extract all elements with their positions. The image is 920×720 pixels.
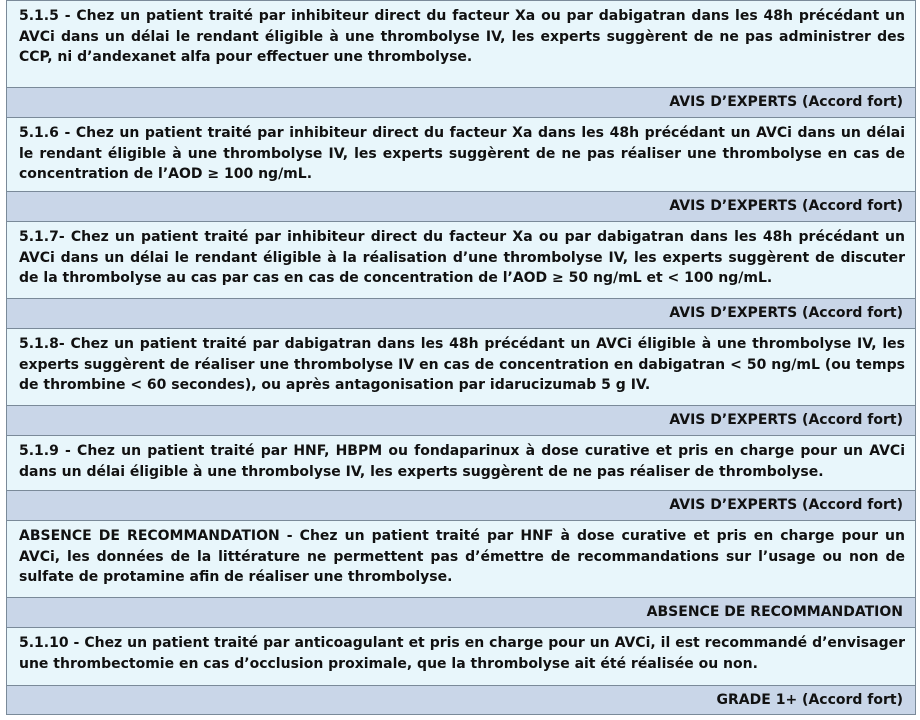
verdict-5-1-8: AVIS D’EXPERTS (Accord fort) — [7, 405, 915, 435]
recommendation-5-1-8: 5.1.8- Chez un patient traité par dabigatran dans les 48h précédant un AVCi éligible à une thrombolyse IV, les experts suggèrent de réaliser une thrombolyse IV en cas de concentration en dabigatran < 50 ng/mL (ou temps de thrombine < 60 secondes), ou après antagonisation par idarucizumab 5 g IV. — [7, 328, 915, 405]
verdict-5-1-9: AVIS D’EXPERTS (Accord fort) — [7, 490, 915, 520]
verdict-5-1-5: AVIS D’EXPERTS (Accord fort) — [7, 87, 915, 117]
recommendations-table — [6, 0, 916, 715]
absence-recommendation-text: ABSENCE DE RECOMMANDATION - Chez un patient traité par HNF à dose curative et pris en charge pour un AVCi, les données de la littérature ne permettent pas d’émettre de recommandations sur l’usage ou non de sulfate de protamine afin de réaliser une thrombolyse. — [7, 520, 915, 597]
verdict-absence: ABSENCE DE RECOMMANDATION — [7, 597, 915, 627]
recommendation-5-1-9: 5.1.9 - Chez un patient traité par HNF, HBPM ou fondaparinux à dose curative et pris en charge pour un AVCi dans un délai éligible à une thrombolyse IV, les experts suggèrent de ne pas réaliser de thrombolyse. — [7, 435, 915, 490]
recommendation-5-1-7: 5.1.7- Chez un patient traité par inhibiteur direct du facteur Xa ou par dabigatran dans les 48h précédant un AVCi dans un délai le rendant éligible à la réalisation d’une thrombolyse IV, les experts suggèrent de discuter de la thrombolyse au cas par cas en cas de concentration de l’AOD ≥ 50 ng/mL et < 100 ng/mL. — [7, 221, 915, 298]
verdict-5-1-10: GRADE 1+ (Accord fort) — [7, 685, 915, 715]
verdict-5-1-7: AVIS D’EXPERTS (Accord fort) — [7, 298, 915, 328]
verdict-5-1-6: AVIS D’EXPERTS (Accord fort) — [7, 191, 915, 221]
recommendation-5-1-5: 5.1.5 - Chez un patient traité par inhibiteur direct du facteur Xa ou par dabigatran dans les 48h précédant un AVCi dans un délai le rendant éligible à une thrombolyse IV, les experts suggèrent de ne pas administrer des CCP, ni d’andexanet alfa pour effectuer une thrombolyse. — [7, 0, 915, 87]
recommendation-5-1-10: 5.1.10 - Chez un patient traité par anticoagulant et pris en charge pour un AVCi, il est recommandé d’envisager une thrombectomie en cas d’occlusion proximale, que la thrombolyse ait été réalisée ou non. — [7, 627, 915, 685]
recommendation-5-1-6: 5.1.6 - Chez un patient traité par inhibiteur direct du facteur Xa dans les 48h précédant un AVCi dans un délai le rendant éligible à une thrombolyse IV, les experts suggèrent de ne pas réaliser une thrombolyse en cas de concentration de l’AOD ≥ 100 ng/mL. — [7, 117, 915, 191]
